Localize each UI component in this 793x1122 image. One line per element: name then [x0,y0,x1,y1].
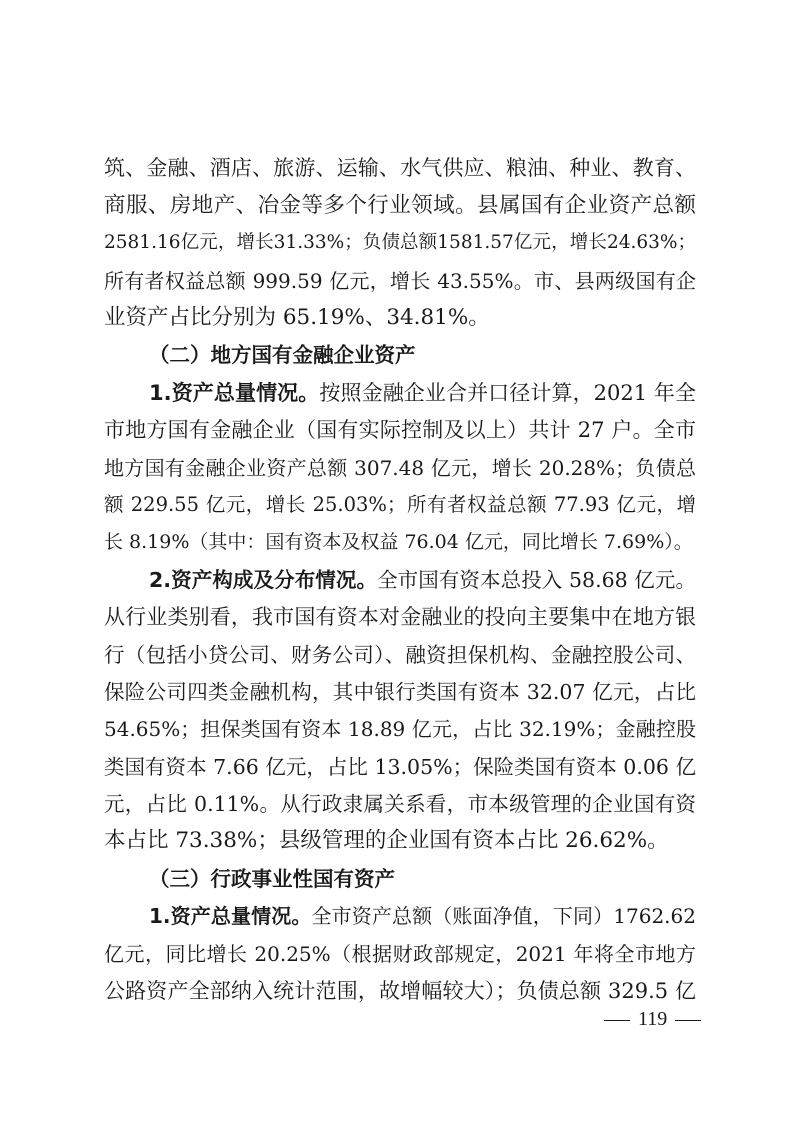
paragraph-lead: 2.资产构成及分布情况。 [149,568,378,592]
body-line: 行（包括小贷公司、财务公司）、融资担保机构、金融控股公司、 [104,643,696,667]
body-line: 商服、房地产、冶金等多个行业领域。县属国有企业资产总额 [104,193,696,218]
body-line: 额 229.55 亿元，增长 25.03%；所有者权益总额 77.93 亿元，增 [104,493,696,516]
paragraph-lead: 1.资产总量情况。 [149,381,320,405]
paragraph-lead: 1.资产总量情况。 [149,904,312,928]
body-line: 元，占比 0.11%。从行政隶属关系看，市本级管理的企业国有资 [104,792,696,816]
dash-right [675,1020,701,1021]
body-line-lead [149,897,696,935]
body-line: 2581.16亿元，增长31.33%；负债总额1581.57亿元，增长24.63%； [104,232,696,253]
body-text: 按照金融企业合并口径计算，2021 年全 [319,381,696,405]
body-line: 类国有资本 7.66 亿元，占比 13.05%；保险类国有资本 0.06 亿 [104,755,696,779]
body-line: 亿元，同比增长 20.25%（根据财政部规定，2021 年将全市地方 [104,942,696,966]
body-line: 本占比 73.38%；县级管理的企业国有资本占比 26.62%。 [104,828,669,853]
section-heading: （三）行政事业性国有资产 [149,867,395,891]
body-line: 从行业类别看，我市国有资本对金融业的投向主要集中在地方银 [104,605,696,629]
body-line: 长 8.19%（其中：国有资本及权益 76.04 亿元，同比增长 7.69%）。 [104,531,693,553]
body-line-lead [149,561,696,599]
body-line-lead [149,374,696,412]
dash-left [604,1020,630,1021]
page-number [604,1004,701,1034]
body-line: 筑、金融、酒店、旅游、运输、水气供应、粮油、种业、教育、 [104,156,696,180]
section-heading: （二）地方国有金融企业资产 [149,343,416,367]
body-line: 所有者权益总额 999.59 亿元，增长 43.55%。市、县两级国有企 [104,269,696,293]
body-line: 地方国有金融企业资产总额 307.48 亿元，增长 20.28%；负债总 [104,456,696,480]
body-text: 全市国有资本总投入 58.68 亿元。 [377,568,696,592]
page-number-text: 119 [638,1008,668,1030]
body-line: 业资产占比分别为 65.19%、34.81%。 [104,305,490,330]
body-line: 保险公司四类金融机构，其中银行类国有资本 32.07 亿元，占比 [104,680,696,704]
body-line: 54.65%；担保类国有资本 18.89 亿元，占比 32.19%；金融控股 [104,717,696,741]
body-line: 市地方国有金融企业（国有实际控制及以上）共计 27 户。全市 [104,418,696,442]
body-text: 全市资产总额（账面净值，下同）1762.62 [311,904,696,928]
body-line: 公路资产全部纳入统计范围，故增幅较大）；负债总额 329.5 亿 [104,979,696,1003]
